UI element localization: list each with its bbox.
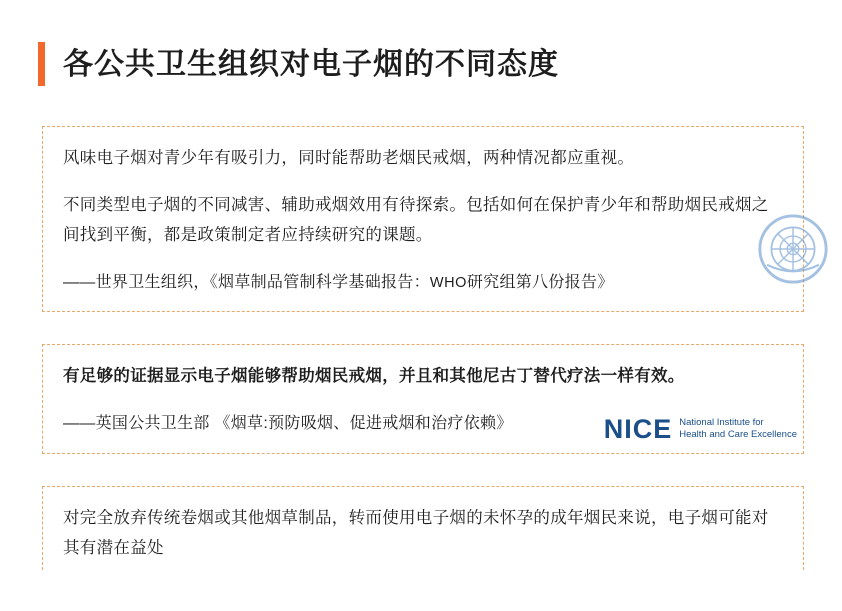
quote-line: 不同类型电子烟的不同减害、辅助戒烟效用有待探索。包括如何在保护青少年和帮助烟民戒烟之间找到平衡，都是政策制定者应持续研究的课题。	[63, 195, 769, 245]
quote-source-acronym: WHO	[429, 274, 467, 291]
page-title	[38, 36, 808, 92]
quote-line: 风味电子烟对青少年有吸引力，同时能帮助老烟民戒烟，两种情况都应重视。	[63, 149, 635, 167]
quote-source: ——英国公共卫生部 《烟草:预防吸烟、促进戒烟和治疗依赖》	[63, 414, 513, 432]
quote-source	[63, 269, 783, 298]
quote-block-who	[42, 126, 804, 312]
quote-line: 有足够的证据显示电子烟能够帮助烟民戒烟，并且和其他尼古丁替代疗法一样有效。	[63, 367, 685, 386]
title-text: 各公共卫生组织对电子烟的不同态度	[63, 47, 559, 81]
title-accent-bar	[38, 42, 45, 86]
quote-line: 对完全放弃传统卷烟或其他烟草制品，转而使用电子烟的未怀孕的成年烟民来说，电子烟可能对其有潜在益处	[63, 508, 769, 558]
quote-source-prefix: ——世界卫生组织，《烟草制品管制科学基础报告：	[63, 273, 430, 291]
nice-tagline-line2: Health and Care Excellence	[679, 429, 797, 441]
nice-tagline	[679, 417, 797, 441]
quote-block-third	[42, 486, 804, 570]
nice-tagline-line1: National Institute for	[679, 417, 764, 429]
quote-source-suffix: 研究组第八份报告》	[466, 273, 614, 291]
quote-block-phe	[42, 344, 804, 453]
nice-wordmark: NICE	[603, 413, 673, 444]
nice-logo-icon	[604, 414, 797, 445]
